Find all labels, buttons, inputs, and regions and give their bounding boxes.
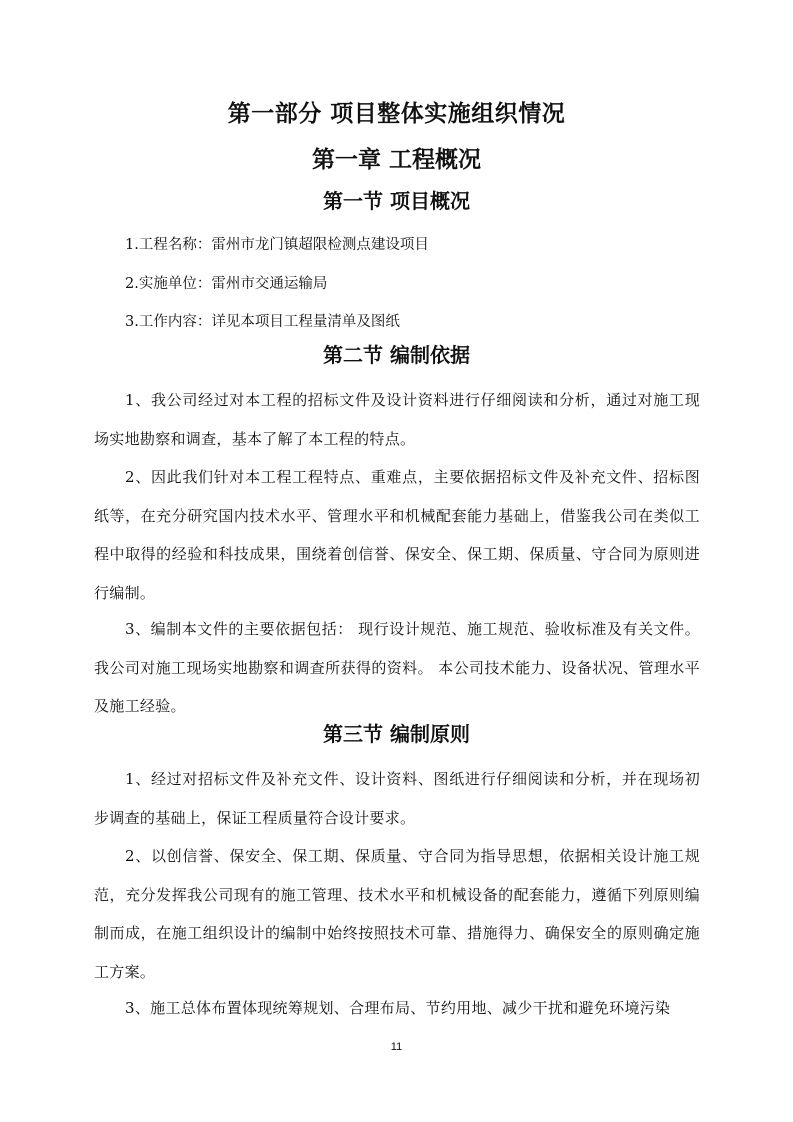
project-name-item: 1.工程名称：雷州市龙门镇超限检测点建设项目 (125, 237, 429, 253)
part-title: 第一部分 项目整体实施组织情况 (227, 101, 566, 127)
basis-paragraph-3: 3、编制本文件的主要依据包括： 现行设计规范、施工规范、验收标准及有关文件。我公司对施工现场实地勘察和调查所获得的资料。 本公司技术能力、设备状况、管理水平及施工经验。 (94, 620, 700, 715)
section-1-title: 第一节 项目概况 (323, 189, 470, 213)
basis-paragraph-2: 2、因此我们针对本工程工程特点、重难点，主要依据招标文件及补充文件、招标图纸等，在充分研究国内技术水平、管理水平和机械配套能力基础上，借鉴我公司在类似工程中取得的经验和科技成果，围绕着创信誉、保安全、保工期、保质量、守合同为原则进行编制。 (94, 468, 700, 602)
basis-paragraph-1: 1、我公司经过对本工程的招标文件及设计资料进行仔细阅读和分析，通过对施工现场实地勘察和调查，基本了解了本工程的特点。 (94, 391, 700, 448)
implementing-unit-item: 2.实施单位：雷州市交通运输局 (125, 276, 328, 292)
principle-paragraph-2: 2、以创信誉、保安全、保工期、保质量、守合同为指导思想，依据相关设计施工规范，充分发挥我公司现有的施工管理、技术水平和机械设备的配套能力，遵循下列原则编制而成，在施工组织设计的编制中始终按照技术可靠、措施得力、确保安全的原则确定施工方案。 (94, 847, 700, 981)
chapter-title: 第一章 工程概况 (311, 147, 481, 173)
section-3-title: 第三节 编制原则 (323, 722, 470, 746)
principle-paragraph-1: 1、经过对招标文件及补充文件、设计资料、图纸进行仔细阅读和分析，并在现场初步调查的基础上，保证工程质量符合设计要求。 (94, 770, 700, 827)
work-content-item: 3.工作内容：详见本项目工程量清单及图纸 (125, 314, 400, 330)
page-number: 11 (390, 1041, 403, 1053)
section-2-title: 第二节 编制依据 (323, 343, 470, 367)
principle-paragraph-3: 3、施工总体布置体现统筹规划、合理布局、节约用地、减少干扰和避免环境污染 (125, 999, 671, 1017)
